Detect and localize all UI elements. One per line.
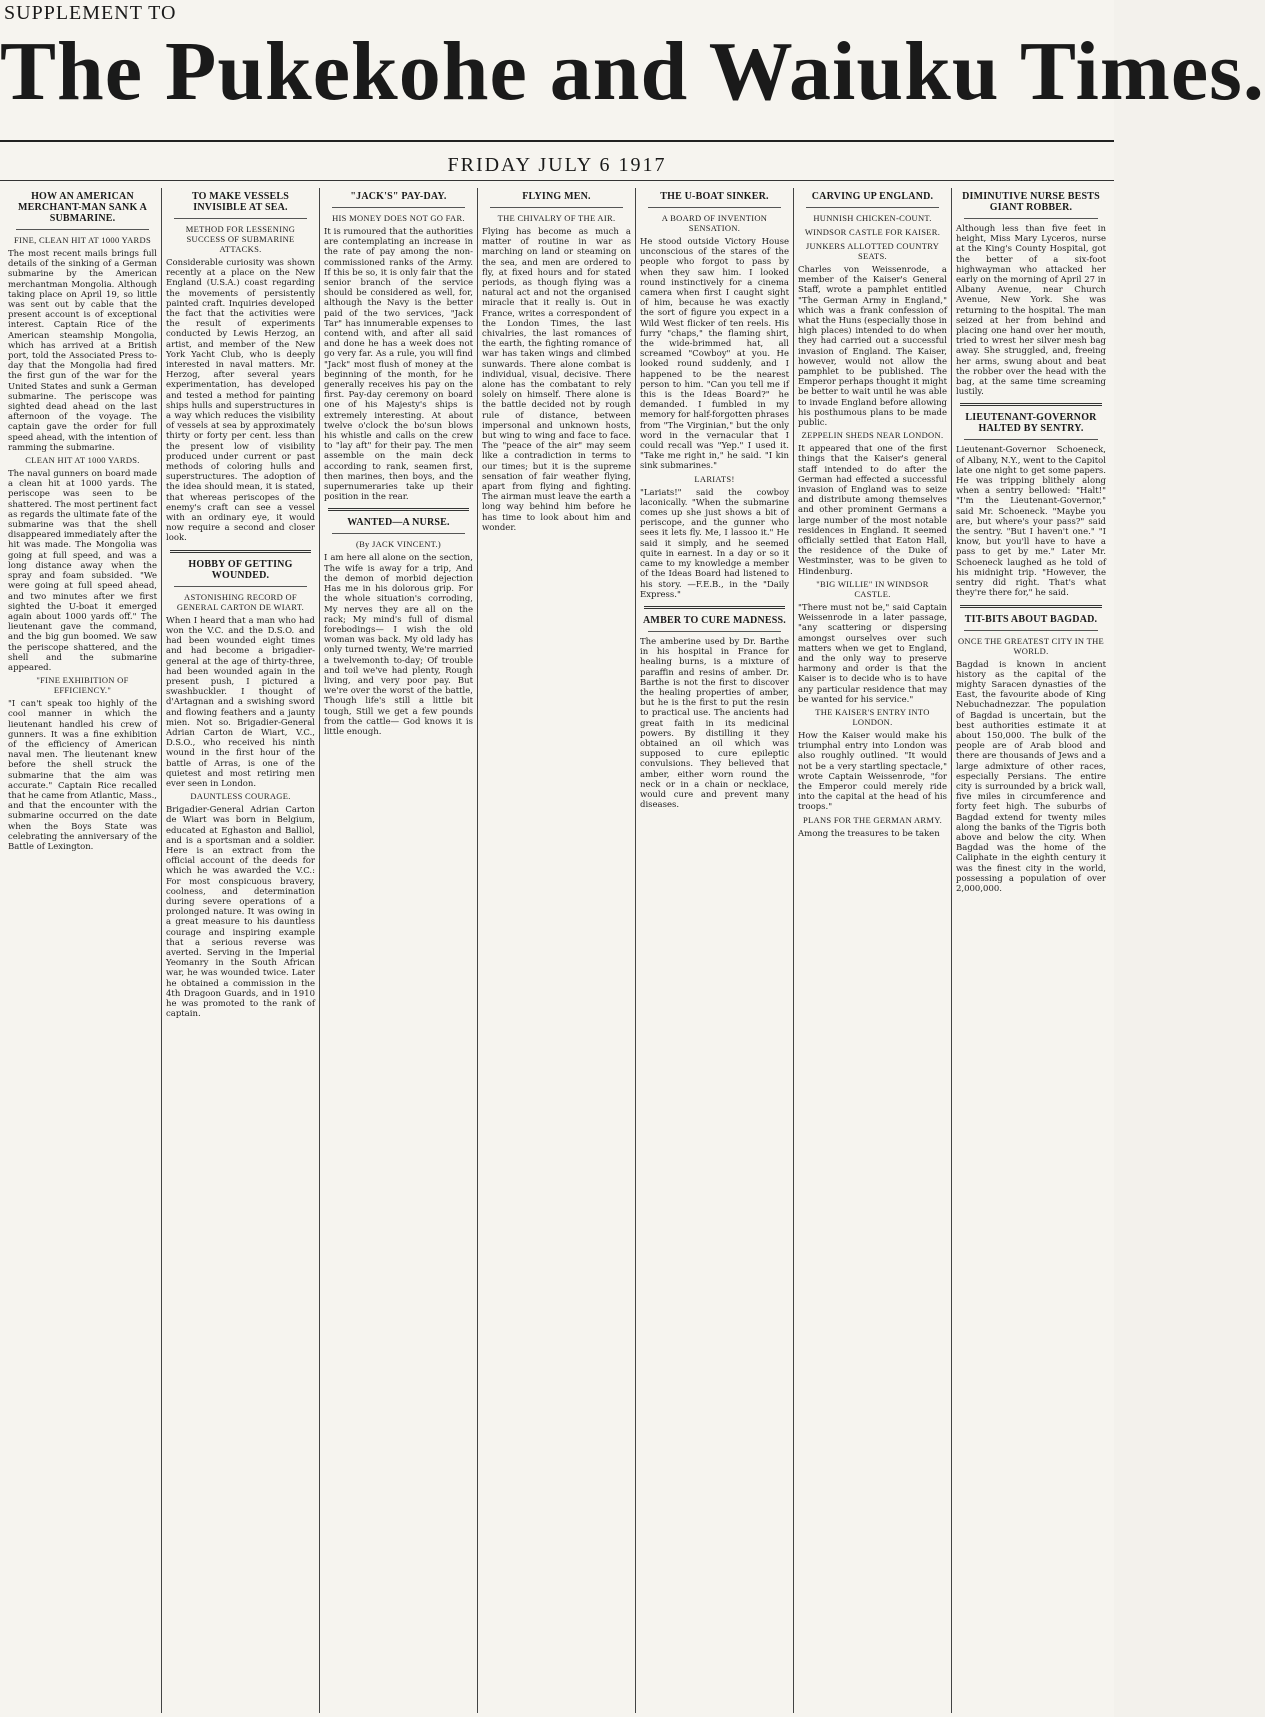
article-subheading: HIS MONEY DOES NOT GO FAR. [332,213,465,223]
article-headline: HOW AN AMERICAN MERCHANT-MAN SANK A SUBMARINE. [18,191,147,224]
column-grid [4,188,1110,1713]
article-subheading: THE CHIVALRY OF THE AIR. [497,213,616,223]
masthead-rule-top [0,140,1114,142]
article-subheading: A BOARD OF INVENTION SENSATION. [661,213,768,233]
article-headline: THE U-BOAT SINKER. [660,191,769,202]
column-2 [162,188,320,1713]
article-subheading: (By JACK VINCENT.) [355,539,442,550]
article-body: Brigadier-General Adrian Carton de Wiart was born in Belgium, educated at Eghaston and Balliol, and is a sportsman and a soldier. Here is an extract from the official account of the deeds for which he was awarded the V.C.: For most conspicuous bravery, coolness, and determination during severe operations of a prolonged nature. It was owing in a great measure to his dauntless courage and inspiring example that a serious reverse was averted. Serving in the Imperial Yeomanry in the South African war, he was wounded twice. Later he obtained a commission in the 4th Dragoon Guards, and in 1910 he was promoted to the rank of captain. [166,805,315,1020]
headline-rule [648,631,781,632]
article-body: It is rumoured that the authorities are contemplating an increase in the rate of pay among the non-commissioned ranks of the Army. If this be so, it is only fair that the senior branch of the service should be considered as well, for, although the Navy is the better paid of the two services, "Jack Tar" has innumerable expenses to contend with, and after all said and done he has a week does not go very far. As a rule, you will find "Jack" most flush of money at the beginning of the month, for he generally receives his pay on the first. Pay-day ceremony on board one of his Majesty's ships is extremely interesting. At about twelve o'clock the bo'sun blows his whistle and calls on the crew to "lay aft" for their pay. The men assemble on the main deck according to rank, seamen first, then marines, then boys, and the supernumeraries take up their position in the rear. [324,227,473,503]
article-subheading: HUNNISH CHICKEN-COUNT. [813,213,932,223]
article-subheading: FINE, CLEAN HIT AT 1000 YARDS [14,235,151,245]
article-body: Among the treasures to be taken [798,828,940,839]
article-subheading: ONCE THE GREATEST CITY IN THE WORLD. [957,635,1105,656]
article-headline: CARVING UP ENGLAND. [811,191,934,202]
headline-rule [648,207,781,208]
article-headline: TO MAKE VESSELS INVISIBLE AT SEA. [191,191,290,213]
article-subheading: JUNKERS ALLOTTED COUNTRY SEATS. [805,241,940,261]
article-headline: FLYING MEN. [522,191,591,202]
headline-rule [964,439,1098,440]
article-separator [644,606,785,609]
headline-rule [174,586,307,587]
column-1 [4,188,162,1713]
article-subheading: LARIATS! [694,473,735,484]
masthead-rule-bottom [0,180,1114,181]
article-headline: HOBBY OF GETTING WOUNDED. [188,558,293,581]
headline-rule [332,533,465,534]
headline-rule [16,229,149,230]
article-subheading: WINDSOR CASTLE FOR KAISER. [804,227,941,237]
article-body: The amberine used by Dr. Barthe in his hospital in France for healing burns, is a mixture of paraffin and resins of amber. Dr. Barthe is not the first to discover the healing properties of amber, but he is the first to put the resin to practical use. The ancients had great faith in its medicinal powers. By distilling it they obtained an oil which was supposed to cure epileptic convulsions. They believed that amber, either worn round the neck or in a chain or necklace, would cure and prevent many diseases. [640,636,789,811]
article-body: I am here all alone on the section, The wife is away for a trip, And the demon of morbid dejection Has me in his dolorous grip. For the whole situation's corroding, My nerves they are all on the rack; My mind's full of dismal forebodings— I wish the old woman was back. My old lady has only turned twenty, We're married a twelvemonth to-day; Of trouble and toil we've had plenty, Rough living, and very poor pay. But we're over the worst of the battle, Though life's still a little bit tough, Still we get a few pounds from the cattle— God knows it is little enough. [324,553,473,737]
article-subheading: THE KAISER'S ENTRY INTO LONDON. [815,706,930,727]
article-subheading: ZEPPELIN SHEDS NEAR LONDON. [801,430,944,441]
article-body: Considerable curiosity was shown recently at a place on the New England (U.S.A.) coast regarding the movements of persistently painted craft. Inquiries developed the fact that the activities were the result of experiments conducted by Lewis Herzog, an artist, and member of the New York Yacht Club, who is deeply interested in naval matters. Mr. Herzog, after several years experimentation, has developed and tested a method for painting ships hulls and superstructures in a way which reduces the visibility of vessels at sea by approximately thirty or forty per cent. less than the present low of visibility produced under current or past methods of coloring hulls and superstructures. The adoption of the idea should mean, it is stated, that whereas periscopes of the enemy's craft can see a vessel with an ordinary eye, it would now require a second and closer look. [166,258,315,544]
article-separator [170,550,311,553]
article-body: Flying has become as much a matter of routine in war as marching on land or steaming on the sea, and men are ordered to fly, at fixed hours and for stated periods, as though flying was a natural act and not the organised miracle that it really is. Out in France, writes a correspondent of the London Times, the last chivalries, the last romances of the earth, the fighting romance of war has taken wings and climbed sunwards. There alone combat is individual, visual, decisive. There alone has the combatant to rely solely on himself. There alone is the battle decided not by rough rule of distance, between impersonal and unknown hosts, but wing to wing and face to face. The "peace of the air" may seem like a contradiction in terms to our times; but it is the supreme sensation of fair weather flying, apart from flying and fighting. The airman must leave the earth a long way behind him before he has time to look about him and wonder. [482,227,631,533]
article-headline: LIEUTENANT-GOVERNOR HALTED BY SENTRY. [965,412,1097,435]
article-headline: TIT-BITS ABOUT BAGDAD. [964,613,1098,625]
headline-rule [806,207,939,208]
article-body: Lieutenant-Governor Schoeneck, of Albany, N.Y., went to the Capitol late one night to get some papers. He was tripping blithely along when a sentry bellowed: "Halt!" "I'm the Lieutenant-Governor," said Mr. Schoeneck. "Maybe you are, but where's your pass?" said the sentry. "But I haven't one." "I know, but you'll have to have a pass to get by me." Later Mr. Schoeneck laughed as he told of his midnight trip. "However, the sentry did right. That's what they're there for," he said. [956,445,1106,599]
article-body: Charles von Weissenrode, a member of the Kaiser's General Staff, wrote a pamphlet entitled "The German Army in England," which was a frank confession of what the Huns (especially those in high places) intended to do when they had carried out a successful invasion of England. The Kaiser, however, would not allow the pamphlet to be published. The Emperor perhaps thought it might be better to wait until he was able to invade England before allowing his posthumous plans to be made public. [798,265,947,429]
article-body: "I can't speak too highly of the cool manner in which the lieutenant handled his crew of gunners. It was a fine exhibition of the efficiency of American naval men. The lieutenant knew before the shell struck the submarine that the aim was accurate." Captain Rice recalled that he came from Atlantic, Mass., and that the encounter with the submarine occurred on the date when the Boys State was celebrating the anniversary of the Battle of Lexington. [8,699,157,852]
column-7 [952,188,1110,1713]
article-body: "Lariats!" said the cowboy laconically. "When the submarine comes up she just shows a bit of periscope, and the gunner who sees it lets fly. Me, I lassoo it." He said it simply, and he seemed quite in earnest. In a day or so it came to my knowledge a member of the Ideas Board had listened to his story. —F.E.B., in the "Daily Express." [640,487,789,600]
article-body: Although less than five feet in height, Miss Mary Lyceros, nurse at the King's County Hospital, got the better of a six-foot highwayman who attacked her early on the morning of April 27 in Albany Avenue, near Church Avenue, New York. She was returning to the hospital. The man seized at her from behind and placing one hand over her mouth, tried to wrest her silver mesh bag away. She struggled, and, freeing her arms, swung about and beat the robber over the head with the bag, at the same time screaming lustily. [956,224,1106,398]
article-subheading: PLANS FOR THE GERMAN ARMY. [802,814,943,825]
article-subheading: CLEAN HIT AT 1000 YARDS. [25,455,140,466]
article-body: He stood outside Victory House unconscious of the stares of the people who forgot to pass by when they saw him. I looked round instinctively for a cinema camera when first I caught sight of him, because he was exactly the sort of figure you expect in a Wild West flicker of ten reels. His furry "chaps," the flaming shirt, the wide-brimmed hat, all screamed "Cowboy" at you. He looked round suddenly, and I happened to be the nearest person to him. "Can you tell me if this is the Ideas Board?" he demanded. I fumbled in my memory for half-forgotten phrases from "The Virginian," but the only word in the vernacular that I could recall was "Yep." I used it. "Take me right in," he said. "I kin sink submarines." [640,237,789,472]
article-subheading: METHOD FOR LESSENING SUCCESS OF SUBMARINE ATTACKS. [185,224,296,254]
article-separator [960,605,1102,608]
article-body: When I heard that a man who had won the V.C. and the D.S.O. and had been wounded eight times and had become a brigadier-general at the age of thirty-three, had been wounded again in the present push, I pictured a swashbuckler. I thought of d'Artagnan and a swishing sword and flowing feathers and a jaunty mien. Not so. Brigadier-General Adrian Carton de Wiart, V.C., D.S.O., who received his ninth wound in the first hour of the battle of Arras, is one of the quietest and most retiring men ever seen in London. [166,615,315,789]
article-body: Bagdad is known in ancient history as the capital of the mighty Saracen dynasties of the East, the favourite abode of King Nebuchadnezzar. The population of Bagdad is uncertain, but the best authorities estimate it at about 150,000. The bulk of the people are of Arab blood and there are thousands of Jews and a large admixture of other races, especially Persians. The entire city is surrounded by a brick wall, five miles in circumference and forty feet high. The suburbs of Bagdad extend for twenty miles along the banks of the Tigris both above and below the city. When Bagdad was the home of the Caliphate in the eighth century it was the finest city in the world, possessing a population of over 2,000,000. [956,659,1106,894]
article-headline: "JACK'S" PAY-DAY. [350,191,447,202]
article-subheading: "BIG WILLIE" IN WINDSOR CASTLE. [816,578,929,599]
headline-rule [174,218,307,219]
masthead-title: The Pukekohe and Waiuku Times. [0,25,1265,118]
article-separator [960,403,1102,406]
dateline: FRIDAY JULY 6 1917 [447,154,667,176]
column-6 [794,188,952,1713]
column-5 [636,188,794,1713]
article-body: The most recent mails brings full details of the sinking of a German submarine by the American merchantman Mongolia. Although taking place on April 19, so little was sent out by cable that the present account is of exceptional interest. Captain Rice of the American steamship Mongolia, which has arrived at a British port, told the Associated Press to-day that the Mongolia had fired the first gun of the war for the United States and sunk a German submarine. The periscope was sighted dead ahead on the last afternoon of the voyage. The captain gave the order for full speed ahead, with the intention of ramming the submarine. [8,249,157,453]
headline-rule [332,207,465,208]
article-separator [328,508,469,511]
article-headline: WANTED—A NURSE. [347,517,450,529]
column-3 [320,188,478,1713]
article-subheading: DAUNTLESS COURAGE. [190,791,291,802]
article-headline: DIMINUTIVE NURSE BESTS GIANT ROBBER. [962,191,1100,213]
article-headline: AMBER TO CURE MADNESS. [643,614,786,626]
article-subheading: ASTONISHING RECORD OF GENERAL CARTON DE WIART. [176,591,305,612]
article-subheading: "FINE EXHIBITION OF EFFICIENCY." [36,675,129,696]
article-body: "There must not be," said Captain Weissenrode in a later passage, "any scattering or dispersing amongst ourselves over such matters when we get to England, and the only way to preserve harmony and order is that the Kaiser is to decide who is to have any particular residence that may be wanted for his service." [798,602,947,705]
article-body: How the Kaiser would make his triumphal entry into London was also roughly outlined. "It would not be a very startling spectacle," wrote Captain Weissenrode, "for the Emperor could merely ride into the capital at the head of his troops." [798,730,947,813]
headline-rule [964,218,1098,219]
article-body: It appeared that one of the first things that the Kaiser's general staff intended to do after the German had effected a successful invasion of England was to seize and distribute among themselves and other prominent Germans a large number of the most notable residences in England. It seemed officially settled that Eaton Hall, the residence of the Duke of Westminster, was to be given to Hindenburg. [798,444,947,577]
headline-rule [964,630,1098,631]
supplement-label: SUPPLEMENT TO [4,2,177,24]
column-4 [478,188,636,1713]
headline-rule [490,207,623,208]
article-body: The naval gunners on board made a clean hit at 1000 yards. The periscope was seen to be shattered. The most pertinent fact as regards the ultimate fate of the submarine was that the shell disappeared immediately after the hit was made. The Mongolia was going at full speed, and was a long distance away when the spray and foam subsided. "We were going at full speed ahead, and two minutes after we first sighted the U-boat it emerged again about 1000 yards off." The lieutenant gave the command, and the big gun boomed. We saw the periscope shattered, and the shell and the submarine appeared. [8,469,157,673]
